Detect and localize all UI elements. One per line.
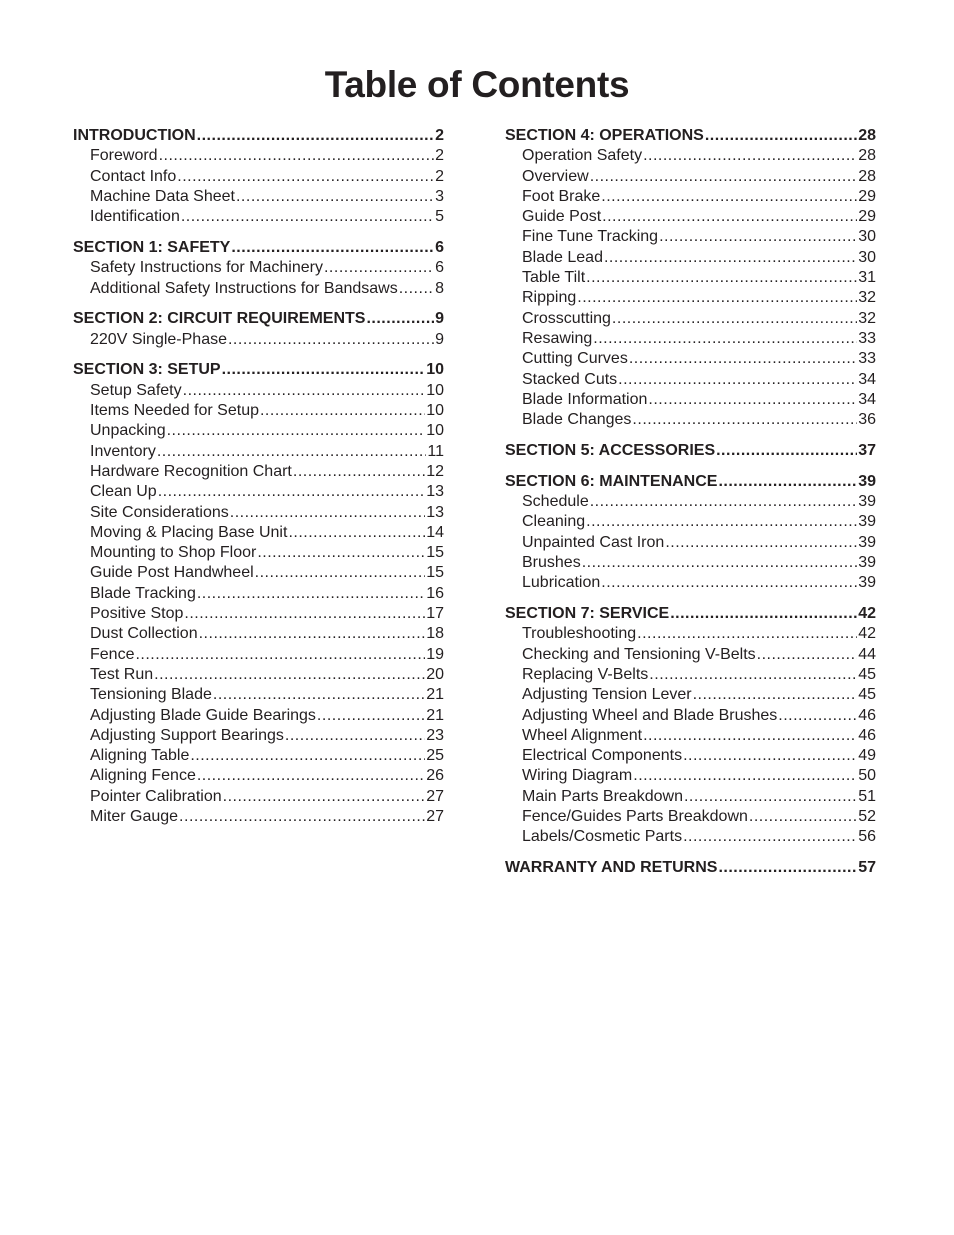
dot-leader [629,349,857,369]
entry-label: Ripping [522,289,577,307]
entry-label: Guide Post [522,208,602,226]
entry-label: Fine Tune Tracking [522,228,659,246]
page-number: 28 [858,147,876,165]
dot-leader [135,645,425,665]
toc-entry-lubrication [505,573,876,593]
toc-entry-aligning-table [73,746,444,766]
dot-leader [260,401,425,421]
page-number: 28 [858,127,876,144]
entry-label: Safety Instructions for Machinery [90,259,323,277]
section-heading: WARRANTY AND RETURNS [505,859,718,877]
dot-leader [157,442,427,462]
entry-label: Machine Data Sheet [90,187,235,205]
page-number: 15 [426,564,444,582]
dot-leader [223,787,426,807]
entry-label: Fence [90,645,135,663]
page-number: 37 [858,441,876,459]
entry-label: 220V Single-Phase [90,330,227,348]
toc-entry-miter-gauge [73,807,444,827]
page-number: 39 [858,513,876,531]
toc-entry-identification [73,207,444,227]
dot-leader [158,482,426,502]
dot-leader [399,279,434,299]
page-number: 11 [427,442,444,460]
page-number: 10 [426,361,444,379]
dot-leader [366,309,434,329]
toc-left-column [73,126,444,838]
entry-label: Operation Safety [522,147,643,165]
page-number: 2 [435,147,444,165]
toc-section-block [73,238,444,299]
page-number: 10 [426,402,444,420]
entry-label: Unpainted Cast Iron [522,533,665,551]
page-number: 6 [435,259,444,277]
page-number: 17 [426,605,444,623]
page-number: 12 [426,462,444,480]
entry-label: Crosscutting [522,309,611,327]
page-number: 13 [426,483,444,501]
toc-entry-foreword [73,146,444,166]
page-number: 31 [858,269,876,287]
dot-leader [181,207,434,227]
entry-label: Blade Tracking [90,584,196,602]
page-number: 2 [435,127,444,144]
page-number: 25 [426,747,444,765]
dot-leader [197,584,425,604]
dot-leader [257,543,425,563]
entry-label: Test Run [90,665,154,683]
entry-label: Adjusting Blade Guide Bearings [90,706,316,724]
dot-leader [184,604,425,624]
page-number: 50 [858,767,876,785]
toc-entry-resawing [505,329,876,349]
dot-leader [637,624,857,644]
dot-leader [236,187,434,207]
entry-label: Pointer Calibration [90,787,222,805]
toc-entry-site-considerations [73,503,444,523]
entry-label: Site Considerations [90,503,229,521]
toc-entry-main-parts-breakdown [505,787,876,807]
toc-entry-machine-data-sheet [73,187,444,207]
page-number: 10 [426,422,444,440]
dot-leader [593,329,857,349]
page-number: 8 [435,279,444,297]
section-heading: SECTION 1: SAFETY [73,238,231,256]
toc-entry-adjusting-tension-lever [505,685,876,705]
page-number: 46 [858,726,876,744]
toc-entry-test-run [73,665,444,685]
entry-label: Cleaning [522,513,586,531]
entry-label: Foreword [90,147,158,165]
page-number: 21 [426,706,444,724]
entry-label: Adjusting Support Bearings [90,726,284,744]
dot-leader [293,462,425,482]
entry-label: Dust Collection [90,625,198,643]
page-number: 30 [858,248,876,266]
dot-leader [167,421,426,441]
toc-section-section-3-setup [73,360,444,380]
dot-leader [716,441,857,461]
toc-entry-brushes [505,553,876,573]
entry-label: Stacked Cuts [522,370,618,388]
page-number: 44 [858,645,876,663]
page-number: 42 [858,625,876,643]
toc-entry-operation-safety [505,146,876,166]
dot-leader [643,146,857,166]
page-number: 49 [858,747,876,765]
toc-entry-mounting-to-shop-floor [73,543,444,563]
dot-leader [601,187,857,207]
entry-label: Contact Info [90,167,177,185]
page-number: 45 [858,665,876,683]
page-title: Table of Contents [324,64,630,105]
toc-entry-labels-cosmetic-parts [505,827,876,847]
entry-label: Clean Up [90,483,157,501]
dot-leader [213,685,425,705]
page-number: 39 [858,472,876,490]
toc-entry-guide-post [505,207,876,227]
entry-label: Main Parts Breakdown [522,787,683,805]
toc-entry-inventory [73,442,444,462]
dot-leader [601,573,857,593]
toc-entry-pointer-calibration [73,787,444,807]
toc-entry-clean-up [73,482,444,502]
dot-leader [586,268,857,288]
toc-entry-electrical-components [505,746,876,766]
dot-leader [317,706,425,726]
dot-leader [154,665,425,685]
page-number: 46 [858,706,876,724]
toc-entry-troubleshooting [505,624,876,644]
page-number: 6 [435,238,444,256]
entry-label: Inventory [90,442,156,460]
dot-leader [582,553,858,573]
entry-label: Table Tilt [522,269,586,287]
dot-leader [670,604,857,624]
toc-entry-adjusting-support-bearings [73,726,444,746]
dot-leader [705,126,857,146]
dot-leader [190,746,425,766]
entry-label: Additional Safety Instructions for Bandsaws [90,279,398,297]
toc-entry-overview [505,167,876,187]
dot-leader [288,523,425,543]
page-number: 29 [858,208,876,226]
page-number: 39 [858,493,876,511]
dot-leader [197,126,434,146]
dot-leader [718,472,857,492]
toc-entry-tensioning-blade [73,685,444,705]
dot-leader [577,288,857,308]
page-number: 14 [426,523,444,541]
dot-leader [604,248,857,268]
toc-entry-moving-placing-base-unit [73,523,444,543]
dot-leader [197,766,425,786]
page-number: 5 [435,208,444,226]
toc-section-section-1-safety [73,238,444,258]
toc-entry-blade-tracking [73,584,444,604]
toc-section-warranty-and-returns [505,858,876,878]
dot-leader [586,512,857,532]
toc-entry-220v-single-phase [73,330,444,350]
entry-label: Blade Information [522,390,648,408]
toc-section-block [73,309,444,350]
toc-section-block [505,858,876,878]
page-number: 13 [426,503,444,521]
page-number: 33 [858,329,876,347]
entry-label: Labels/Cosmetic Parts [522,828,683,846]
section-heading: SECTION 4: OPERATIONS [505,127,704,144]
entry-label: Overview [522,167,589,185]
toc-entry-fine-tune-tracking [505,227,876,247]
toc-entry-blade-changes [505,410,876,430]
page-number: 27 [426,808,444,825]
dot-leader [683,746,857,766]
entry-label: Blade Changes [522,411,632,429]
toc-right-column [505,126,876,889]
dot-leader [590,492,857,512]
entry-label: Tensioning Blade [90,686,212,704]
page-number: 32 [858,289,876,307]
entry-label: Aligning Table [90,747,190,765]
toc-entry-unpainted-cast-iron [505,533,876,553]
page-number: 29 [858,187,876,205]
entry-label: Aligning Fence [90,767,196,785]
toc-section-block [505,126,876,430]
toc-entry-guide-post-handwheel [73,563,444,583]
toc-section-section-4-operations [505,126,876,146]
toc-section-block [505,604,876,848]
page-number: 34 [858,370,876,388]
toc-entry-ripping [505,288,876,308]
section-heading: SECTION 7: SERVICE [505,605,670,623]
toc-entry-dust-collection [73,624,444,644]
toc-entry-fence [73,645,444,665]
dot-leader [159,146,435,166]
entry-label: Items Needed for Setup [90,402,259,420]
toc-entry-additional-safety-instructions-for-bandsaws [73,279,444,299]
toc-section-section-2-circuit-requirements [73,309,444,329]
toc-entry-unpacking [73,421,444,441]
toc-entry-aligning-fence [73,766,444,786]
toc-section-block [505,472,876,594]
page-number: 18 [426,625,444,643]
page-number: 10 [426,381,444,399]
dot-leader [612,309,857,329]
dot-leader [683,827,857,847]
entry-label: Brushes [522,553,581,571]
page-number: 39 [858,553,876,571]
page-number: 16 [426,584,444,602]
entry-label: Wheel Alignment [522,726,643,744]
page-number: 19 [426,645,444,663]
entry-label: Blade Lead [522,248,603,266]
toc-entry-schedule [505,492,876,512]
dot-leader [618,370,857,390]
dot-leader [183,381,426,401]
entry-label: Adjusting Wheel and Blade Brushes [522,706,778,724]
toc-entry-setup-safety [73,381,444,401]
page-number: 42 [858,605,876,623]
entry-label: Troubleshooting [522,625,637,643]
toc-section-block [505,441,876,461]
toc-section-section-6-maintenance [505,472,876,492]
page-number: 39 [858,574,876,592]
dot-leader [230,503,425,523]
toc-section-section-7-service [505,604,876,624]
entry-label: Unpacking [90,422,166,440]
entry-label: Schedule [522,493,589,511]
page-number: 15 [426,544,444,562]
entry-label: Cutting Curves [522,350,628,368]
toc-entry-stacked-cuts [505,370,876,390]
entry-label: Foot Brake [522,187,601,205]
entry-label: Resawing [522,329,593,347]
section-heading: SECTION 2: CIRCUIT REQUIREMENTS [73,310,366,328]
dot-leader [778,706,857,726]
dot-leader [632,410,857,430]
toc-entry-blade-information [505,390,876,410]
dot-leader [231,238,434,258]
section-heading: SECTION 6: MAINTENANCE [505,472,718,490]
entry-label: Electrical Components [522,747,683,765]
toc-entry-cleaning [505,512,876,532]
toc-section-block [73,126,444,227]
dot-leader [649,665,857,685]
dot-leader [179,807,425,827]
toc-entry-items-needed-for-setup [73,401,444,421]
page-number: 56 [858,828,876,846]
dot-leader [659,227,857,247]
section-heading: SECTION 3: SETUP [73,361,221,379]
page-number: 32 [858,309,876,327]
entry-label: Mounting to Shop Floor [90,544,257,562]
toc-entry-fence-guides-parts-breakdown [505,807,876,827]
page-number: 45 [858,686,876,704]
entry-label: Positive Stop [90,605,184,623]
dot-leader [177,167,434,187]
entry-label: Setup Safety [90,381,182,399]
page-number: 28 [858,167,876,185]
dot-leader [684,787,857,807]
dot-leader [633,766,857,786]
page-number: 9 [435,310,444,328]
dot-leader [602,207,857,227]
dot-leader [643,726,857,746]
entry-label: Wiring Diagram [522,767,633,785]
toc-section-section-5-accessories [505,441,876,461]
toc-entry-blade-lead [505,248,876,268]
dot-leader [718,858,857,878]
dot-leader [757,645,858,665]
page-number: 36 [858,411,876,429]
section-heading: INTRODUCTION [73,127,196,144]
page-number: 33 [858,350,876,368]
toc-entry-hardware-recognition-chart [73,462,444,482]
dot-leader [285,726,425,746]
section-heading: SECTION 5: ACCESSORIES [505,441,716,459]
toc-entry-foot-brake [505,187,876,207]
toc-entry-contact-info [73,167,444,187]
toc-entry-wheel-alignment [505,726,876,746]
dot-leader [255,563,426,583]
entry-label: Checking and Tensioning V-Belts [522,645,756,663]
page-number: 23 [426,726,444,744]
dot-leader [590,167,858,187]
entry-label: Hardware Recognition Chart [90,462,292,480]
dot-leader [324,258,434,278]
dot-leader [749,807,857,827]
entry-label: Moving & Placing Base Unit [90,523,288,541]
page-number: 20 [426,665,444,683]
page-number: 52 [858,808,876,825]
page-number: 3 [435,187,444,205]
page-number: 2 [435,167,444,185]
entry-label: Miter Gauge [90,808,179,825]
toc-entry-replacing-v-belts [505,665,876,685]
toc-entry-cutting-curves [505,349,876,369]
toc-entry-checking-and-tensioning-v-belts [505,645,876,665]
dot-leader [228,330,434,350]
toc-entry-positive-stop [73,604,444,624]
entry-label: Adjusting Tension Lever [522,686,692,704]
page-number: 9 [435,330,444,348]
entry-label: Fence/Guides Parts Breakdown [522,808,748,825]
page-number: 39 [858,533,876,551]
toc-entry-table-tilt [505,268,876,288]
dot-leader [222,360,426,380]
toc-entry-adjusting-wheel-and-blade-brushes [505,706,876,726]
entry-label: Guide Post Handwheel [90,564,254,582]
dot-leader [648,390,857,410]
page-number: 57 [858,859,876,877]
entry-label: Lubrication [522,574,601,592]
toc-entry-safety-instructions-for-machinery [73,258,444,278]
entry-label: Identification [90,208,180,226]
toc-section-introduction [73,126,444,146]
page-number: 51 [858,787,876,805]
dot-leader [199,624,426,644]
page-number: 34 [858,390,876,408]
page-number: 27 [426,787,444,805]
page-number: 30 [858,228,876,246]
dot-leader [693,685,858,705]
page-number: 21 [426,686,444,704]
entry-label: Replacing V-Belts [522,665,649,683]
dot-leader [665,533,857,553]
toc-entry-wiring-diagram [505,766,876,786]
toc-entry-adjusting-blade-guide-bearings [73,706,444,726]
toc-section-block [73,360,444,827]
page-number: 26 [426,767,444,785]
toc-entry-crosscutting [505,309,876,329]
